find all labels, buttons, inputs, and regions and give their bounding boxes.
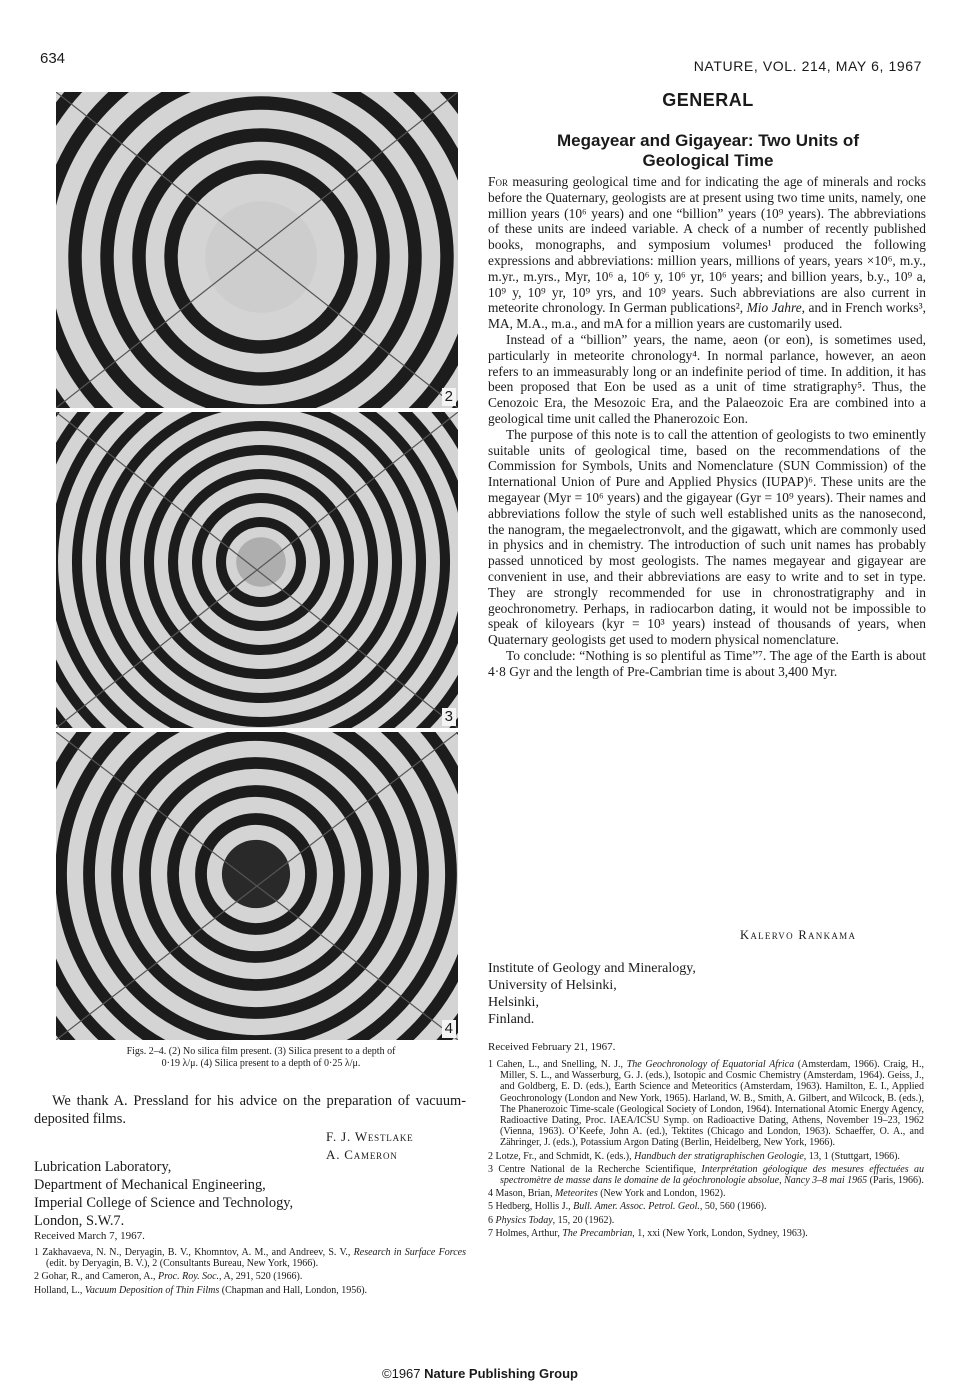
reference-details: (Chapman and Hall, London, 1956).: [219, 1284, 368, 1296]
author-affiliation: [34, 1158, 293, 1230]
publisher-name: Nature Publishing Group: [424, 1366, 578, 1381]
authors-list: [326, 1128, 413, 1164]
article-title: [488, 131, 928, 171]
affiliation-line: Department of Mechanical Engineering,: [34, 1177, 266, 1193]
received-date: Received March 7, 1967.: [34, 1230, 145, 1242]
body-paragraph: The purpose of this note is to call the attention of geologists to two eminently suitable units of geological time, based on the recommendations of the Commission for Symbols, Units and Nomenclature (SUN Commission) of the International Union of Pure and Applied Physics (IUPAP)⁶. These units are the megayear (Myr = 10⁶ years) and the gigayear (Gyr = 10⁹ years). Their names and abbreviations follow the style of such well established units as the nanosecond, the nanogram, the megaelectronvolt, and the gigawatt, which are commonly used in physics and in chemistry. The introduction of such unit names has probably passed unnoticed by most geologists. The names megayear and gigayear are convenient in use, and their abbreviations are easy to write and to set in type. They are strongly recommended for use in chronostratigraphy and in geochronometry. Perhaps, in radiocarbon dating, it would not be impossible to speak of kiloyears (kyr = 10³ years) instead of thousands of years, when Quaternary geologists get used to modern physical nomenclature.: [488, 426, 926, 648]
interference-pattern: [56, 732, 458, 1040]
reference-number: 5: [488, 1201, 493, 1213]
reference-list: [488, 1059, 924, 1241]
body-paragraph: [488, 174, 926, 332]
reference-number: 4: [488, 1188, 493, 1200]
reference-item: [488, 1215, 924, 1226]
reference-number: 7: [488, 1227, 493, 1239]
affiliation-line: Helsinki,: [488, 995, 539, 1010]
panel-label: 4: [442, 1020, 456, 1038]
reference-title: The Geochronology of Equatorial Africa: [626, 1059, 795, 1070]
article-body: [488, 174, 926, 680]
reference-item: [34, 1271, 466, 1282]
reference-number: 1: [34, 1247, 39, 1258]
panel-label: 2: [442, 388, 456, 406]
reference-details: , 15, 20 (1962).: [552, 1214, 615, 1226]
reference-authors: Centre National de la Recherche Scientifique,: [498, 1163, 702, 1175]
reference-title: Meteorites: [554, 1188, 598, 1200]
reference-title: Proc. Roy. Soc.: [158, 1271, 220, 1283]
paragraph-text: , and in French works³, MA, M.A., m.a., and mA for a million years are customarily used.: [488, 300, 926, 332]
reference-title: Research in Surface Forces: [353, 1247, 467, 1258]
affiliation-line: Institute of Geology and Mineralogy,: [488, 961, 696, 976]
reference-title: Vacuum Deposition of Thin Films: [84, 1284, 220, 1296]
reference-details: (Paris, 1966).: [867, 1175, 924, 1187]
reference-number: 1: [488, 1059, 493, 1070]
reference-details: (New York and London, 1962).: [597, 1188, 726, 1200]
reference-item: [488, 1188, 924, 1199]
reference-authors: Zakhavaeva, N. N., Deryagin, B. V., Khomntov, A. M., and Andreev, S. V.,: [42, 1247, 354, 1258]
reference-item: [488, 1228, 924, 1239]
reference-authors: Mason, Brian,: [495, 1188, 555, 1200]
figure-caption-line: Figs. 2–4. (2) No silica film present. (3) Silica present to a depth of: [126, 1046, 396, 1057]
reference-item: [488, 1059, 924, 1149]
reference-item: [488, 1151, 924, 1162]
copyright-year: ©1967: [382, 1366, 421, 1381]
author-name: F. J. Westlake: [326, 1129, 414, 1144]
article-title-line: Geological Time: [642, 151, 774, 170]
figure-panel-3: [56, 412, 458, 728]
acknowledgement-text: We thank A. Pressland for his advice on the preparation of vacuum-deposited films.: [34, 1093, 466, 1127]
reference-details: , 50, 560 (1966).: [699, 1201, 767, 1213]
figure-interference-rings: [56, 92, 458, 1040]
reference-title: Physics Today: [495, 1214, 553, 1226]
copyright-footer: [0, 1366, 960, 1381]
affiliation-line: London, S.W.7.: [34, 1213, 125, 1229]
affiliation-line: University of Helsinki,: [488, 978, 617, 993]
interference-pattern: [56, 412, 458, 728]
figure-panel-4: [56, 732, 458, 1040]
article-author: Kalervo Rankama: [740, 928, 857, 942]
reference-item: [488, 1164, 924, 1186]
lead-word: For: [488, 174, 508, 189]
interference-center-spot: [222, 840, 290, 908]
reference-item: [488, 1201, 924, 1212]
reference-item: [34, 1247, 466, 1269]
reference-title: The Precambrian: [562, 1227, 633, 1239]
reference-authors: Lotze, Fr., and Schmidt, K. (eds.),: [495, 1150, 635, 1162]
article-affiliation: [488, 960, 696, 1028]
article-title-line: Megayear and Gigayear: Two Units of: [557, 131, 859, 150]
reference-authors: Cahen, L., and Snelling, N. J.,: [496, 1059, 627, 1070]
reference-details: , 1, xxi (New York, London, Sydney, 1963).: [632, 1227, 808, 1239]
reference-title: Interprétation géologique des mesures effectuées au spectromètre de masse dans le domaine de la géochronologie absolue, Nancy 3–8 mai 1965: [500, 1163, 924, 1187]
reference-details: , A, 291, 520 (1966).: [219, 1271, 303, 1283]
reference-details: , 13, 1 (Stuttgart, 1966).: [803, 1150, 900, 1162]
affiliation-line: Finland.: [488, 1012, 535, 1027]
reference-authors: Holland, L.,: [34, 1284, 85, 1296]
interference-pattern: [56, 92, 458, 408]
body-paragraph: Instead of a “billion” years, the name, aeon (or eon), is sometimes used, particularly in meteorite chronology⁴. In normal parlance, however, an aeon refers to an immeasurably long or an indefinite period of time. In addition, it has been proposed that Eon be used as a unit of time stratigraphy⁵. Thus, the Cenozoic Era, the Mesozoic Era, and the Palaeozoic Era are combined into a geological time unit called the Phanerozoic Eon.: [488, 331, 926, 426]
figure-panel-2: [56, 92, 458, 408]
reference-title: Bull. Amer. Assoc. Petrol. Geol.: [573, 1201, 700, 1213]
reference-number: 2: [488, 1150, 493, 1162]
panel-label: 3: [442, 708, 456, 726]
reference-authors: Gohar, R., and Cameron, A.,: [41, 1271, 159, 1283]
page-number: 634: [40, 50, 66, 67]
reference-number: 6: [488, 1214, 493, 1226]
author-name: A. Cameron: [326, 1147, 398, 1162]
received-date: Received February 21, 1967.: [488, 1041, 616, 1053]
figure-caption: [56, 1046, 466, 1070]
section-heading: GENERAL: [662, 90, 754, 110]
journal-header: NATURE, VOL. 214, MAY 6, 1967: [693, 58, 922, 74]
body-paragraph: To conclude: “Nothing is so plentiful as Time”⁷. The age of the Earth is about 4·8 Gyr and the length of Pre-Cambrian time is about 3,400 Myr.: [488, 647, 926, 679]
reference-details: (edit. by Deryagin, B. V.), 2 (Consultants Bureau, New York, 1966).: [46, 1258, 319, 1270]
reference-authors: Hedberg, Hollis J.,: [495, 1201, 574, 1213]
reference-list: [34, 1247, 466, 1298]
paragraph-text: measuring geological time and for indicating the age of minerals and rocks before the Quaternary, geologists are at present using two time units, namely, one million years (10⁶ years) and one “billion” years (10⁹ years). The abbreviations of these units are indeed variable. A check of a number of recently published books, monographs, and symposium volumes¹ produced the following expressions and abbreviations: million years, millions of years, years ×10⁶, m.y., m.yr., m.yrs., Myr, 10⁶ a, 10⁶ y, 10⁶ yr, 10⁶ years; and billion years, b.y., 10⁹ a, 10⁹ y, 10⁹ yr, 10⁹ yrs, and 10⁹ years. Such abbreviations are also current in meteorite chronology. In German publications²,: [488, 174, 926, 316]
interference-center-spot: [205, 201, 317, 313]
reference-number: 2: [34, 1271, 39, 1283]
reference-number: 3: [488, 1163, 493, 1175]
figure-caption-line: 0·19 λ/μ. (4) Silica present to a depth of 0·25 λ/μ.: [161, 1058, 361, 1069]
reference-item: [34, 1285, 466, 1296]
italic-term: Mio Jahre: [746, 300, 802, 316]
acknowledgement: [34, 1092, 466, 1128]
reference-details: (Amsterdam, 1966). Craig, H., Miller, S. L., and Wasserburg, G. J. (eds.), Isotopic and Cosmic Chemistry (Amsterdam, 1964). Geiss, J., and Goldberg, E. D. (eds.), Earth Science and Meteoritics (Amsterdam, 1963). Hamilton, E. I., Applied Geochronology (London and New York, 1965). Harland, W. B., Smith, A. Gilbert, and Wilcock, B. (eds.), The Phanerozoic Time-scale (Geological Society of London, 1964). International Atomic Energy Agency, Radioactive Dating, Proc. IAEA/ICSU Symp. on Radioactive Dating, Athens, November 19–23, 1962 (Vienna, 1963). O’Keefe, John A. (ed.), Tektites (Chicago and London, 1963). Schaeffer, O. A., and Zähringer, J. (eds.), Potassium Argon Dating (Berlin, Heidelberg, New York, 1966).: [500, 1059, 925, 1149]
interference-center-spot: [236, 537, 286, 587]
reference-authors: Holmes, Arthur,: [495, 1227, 563, 1239]
affiliation-line: Lubrication Laboratory,: [34, 1159, 172, 1175]
reference-title: Handbuch der stratigraphischen Geologie: [634, 1150, 804, 1162]
affiliation-line: Imperial College of Science and Technology,: [34, 1195, 294, 1211]
